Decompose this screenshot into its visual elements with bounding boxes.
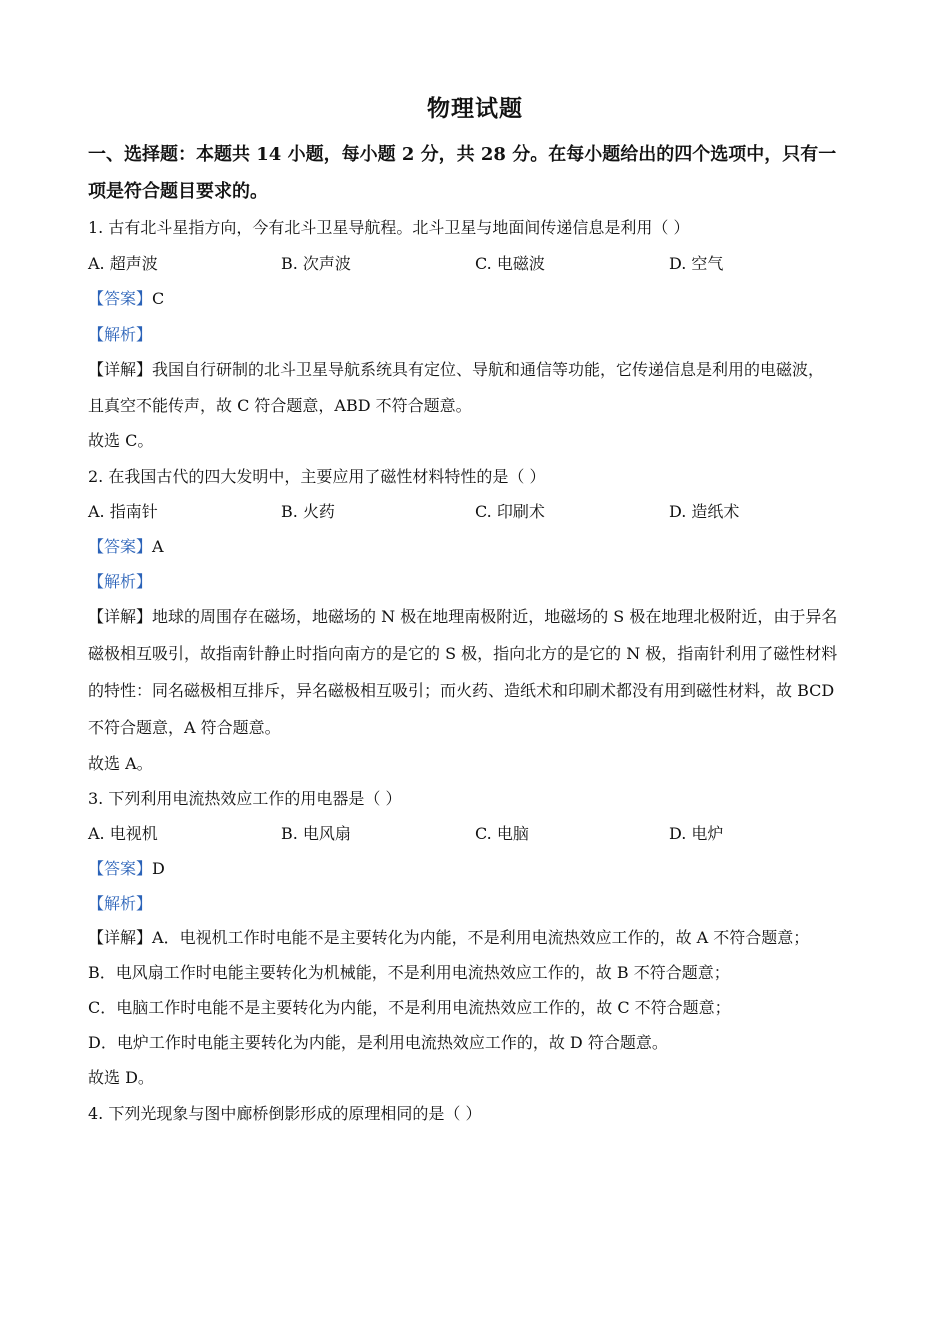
question-1-conclusion: 故选 C。 [88,431,154,450]
question-2-option-a: A. 指南针 [88,502,158,521]
question-3-option-a: A. 电视机 [88,824,158,843]
question-1-detail-line-2: 且真空不能传声，故 C 符合题意，ABD 不符合题意。 [88,396,472,415]
detail-text: A．电视机工作时电能不是主要转化为内能，不是利用电流热效应工作的，故 A 不符合题意； [152,928,810,947]
question-2-detail-line-4: 不符合题意，A 符合题意。 [88,718,281,737]
page-title: 物理试题 [427,95,523,122]
answer-value: A [152,537,164,556]
detail-tag: 【详解】 [88,928,153,947]
answer-tag: 【答案】 [88,289,153,308]
detail-text: 地球的周围存在磁场，地磁场的 N 极在地理南极附近，地磁场的 S 极在地理北极附近，由于异名 [152,607,838,626]
question-3-option-b: B. 电风扇 [281,824,351,843]
answer-tag: 【答案】 [88,537,153,556]
question-3-detail-line-1 [88,928,868,948]
question-2-option-d: D. 造纸术 [669,502,740,521]
question-3-stem: 3. 下列利用电流热效应工作的用电器是（ ） [88,789,402,808]
question-2-option-b: B. 火药 [281,502,335,521]
question-1-analysis-tag: 【解析】 [88,325,153,344]
question-1-detail-line-1 [88,360,868,380]
detail-text: 我国自行研制的北斗卫星导航系统具有定位、导航和通信等功能，它传递信息是利用的电磁波， [152,360,825,379]
answer-value: C [152,289,165,308]
question-4-stem: 4. 下列光现象与图中廊桥倒影形成的原理相同的是（ ） [88,1104,482,1123]
answer-value: D [152,859,165,878]
detail-tag: 【详解】 [88,607,153,626]
question-3-conclusion: 故选 D。 [88,1068,154,1087]
question-2-conclusion: 故选 A。 [88,754,153,773]
question-3-analysis-tag: 【解析】 [88,894,153,913]
question-2-detail-line-2: 磁极相互吸引，故指南针静止时指向南方的是它的 S 极，指向北方的是它的 N 极，指南针利用了磁性材料 [88,644,838,663]
question-2-analysis-tag: 【解析】 [88,572,153,591]
question-2-detail-line-3: 的特性：同名磁极相互排斥，异名磁极相互吸引；而火药、造纸术和印刷术都没有用到磁性材料，故 BCD [88,681,835,700]
detail-tag: 【详解】 [88,360,153,379]
question-3-detail-line-4: D．电炉工作时电能主要转化为内能，是利用电流热效应工作的，故 D 符合题意。 [88,1033,668,1052]
question-2-detail-line-1 [88,607,868,627]
question-1-answer [88,289,868,309]
answer-tag: 【答案】 [88,859,153,878]
question-2-stem: 2. 在我国古代的四大发明中，主要应用了磁性材料特性的是（ ） [88,467,546,486]
section-heading-line-2: 项是符合题目要求的。 [88,181,268,202]
question-1-option-b: B. 次声波 [281,254,351,273]
question-1-stem: 1. 古有北斗星指方向，今有北斗卫星导航程。北斗卫星与地面间传递信息是利用（ ） [88,218,690,237]
question-3-option-d: D. 电炉 [669,824,724,843]
question-2-option-c: C. 印刷术 [475,502,545,521]
section-heading-line-1: 一、选择题：本题共 14 小题，每小题 2 分，共 28 分。在每小题给出的四个选项中，只有一 [88,144,837,165]
question-3-detail-line-2: B．电风扇工作时电能主要转化为机械能，不是利用电流热效应工作的，故 B 不符合题意； [88,963,730,982]
question-3-option-c: C. 电脑 [475,824,529,843]
question-3-detail-line-3: C．电脑工作时电能不是主要转化为内能，不是利用电流热效应工作的，故 C 不符合题意； [88,998,731,1017]
question-3-answer [88,859,868,879]
question-1-option-a: A. 超声波 [88,254,158,273]
question-1-option-d: D. 空气 [669,254,724,273]
question-1-option-c: C. 电磁波 [475,254,545,273]
question-2-answer [88,537,868,557]
